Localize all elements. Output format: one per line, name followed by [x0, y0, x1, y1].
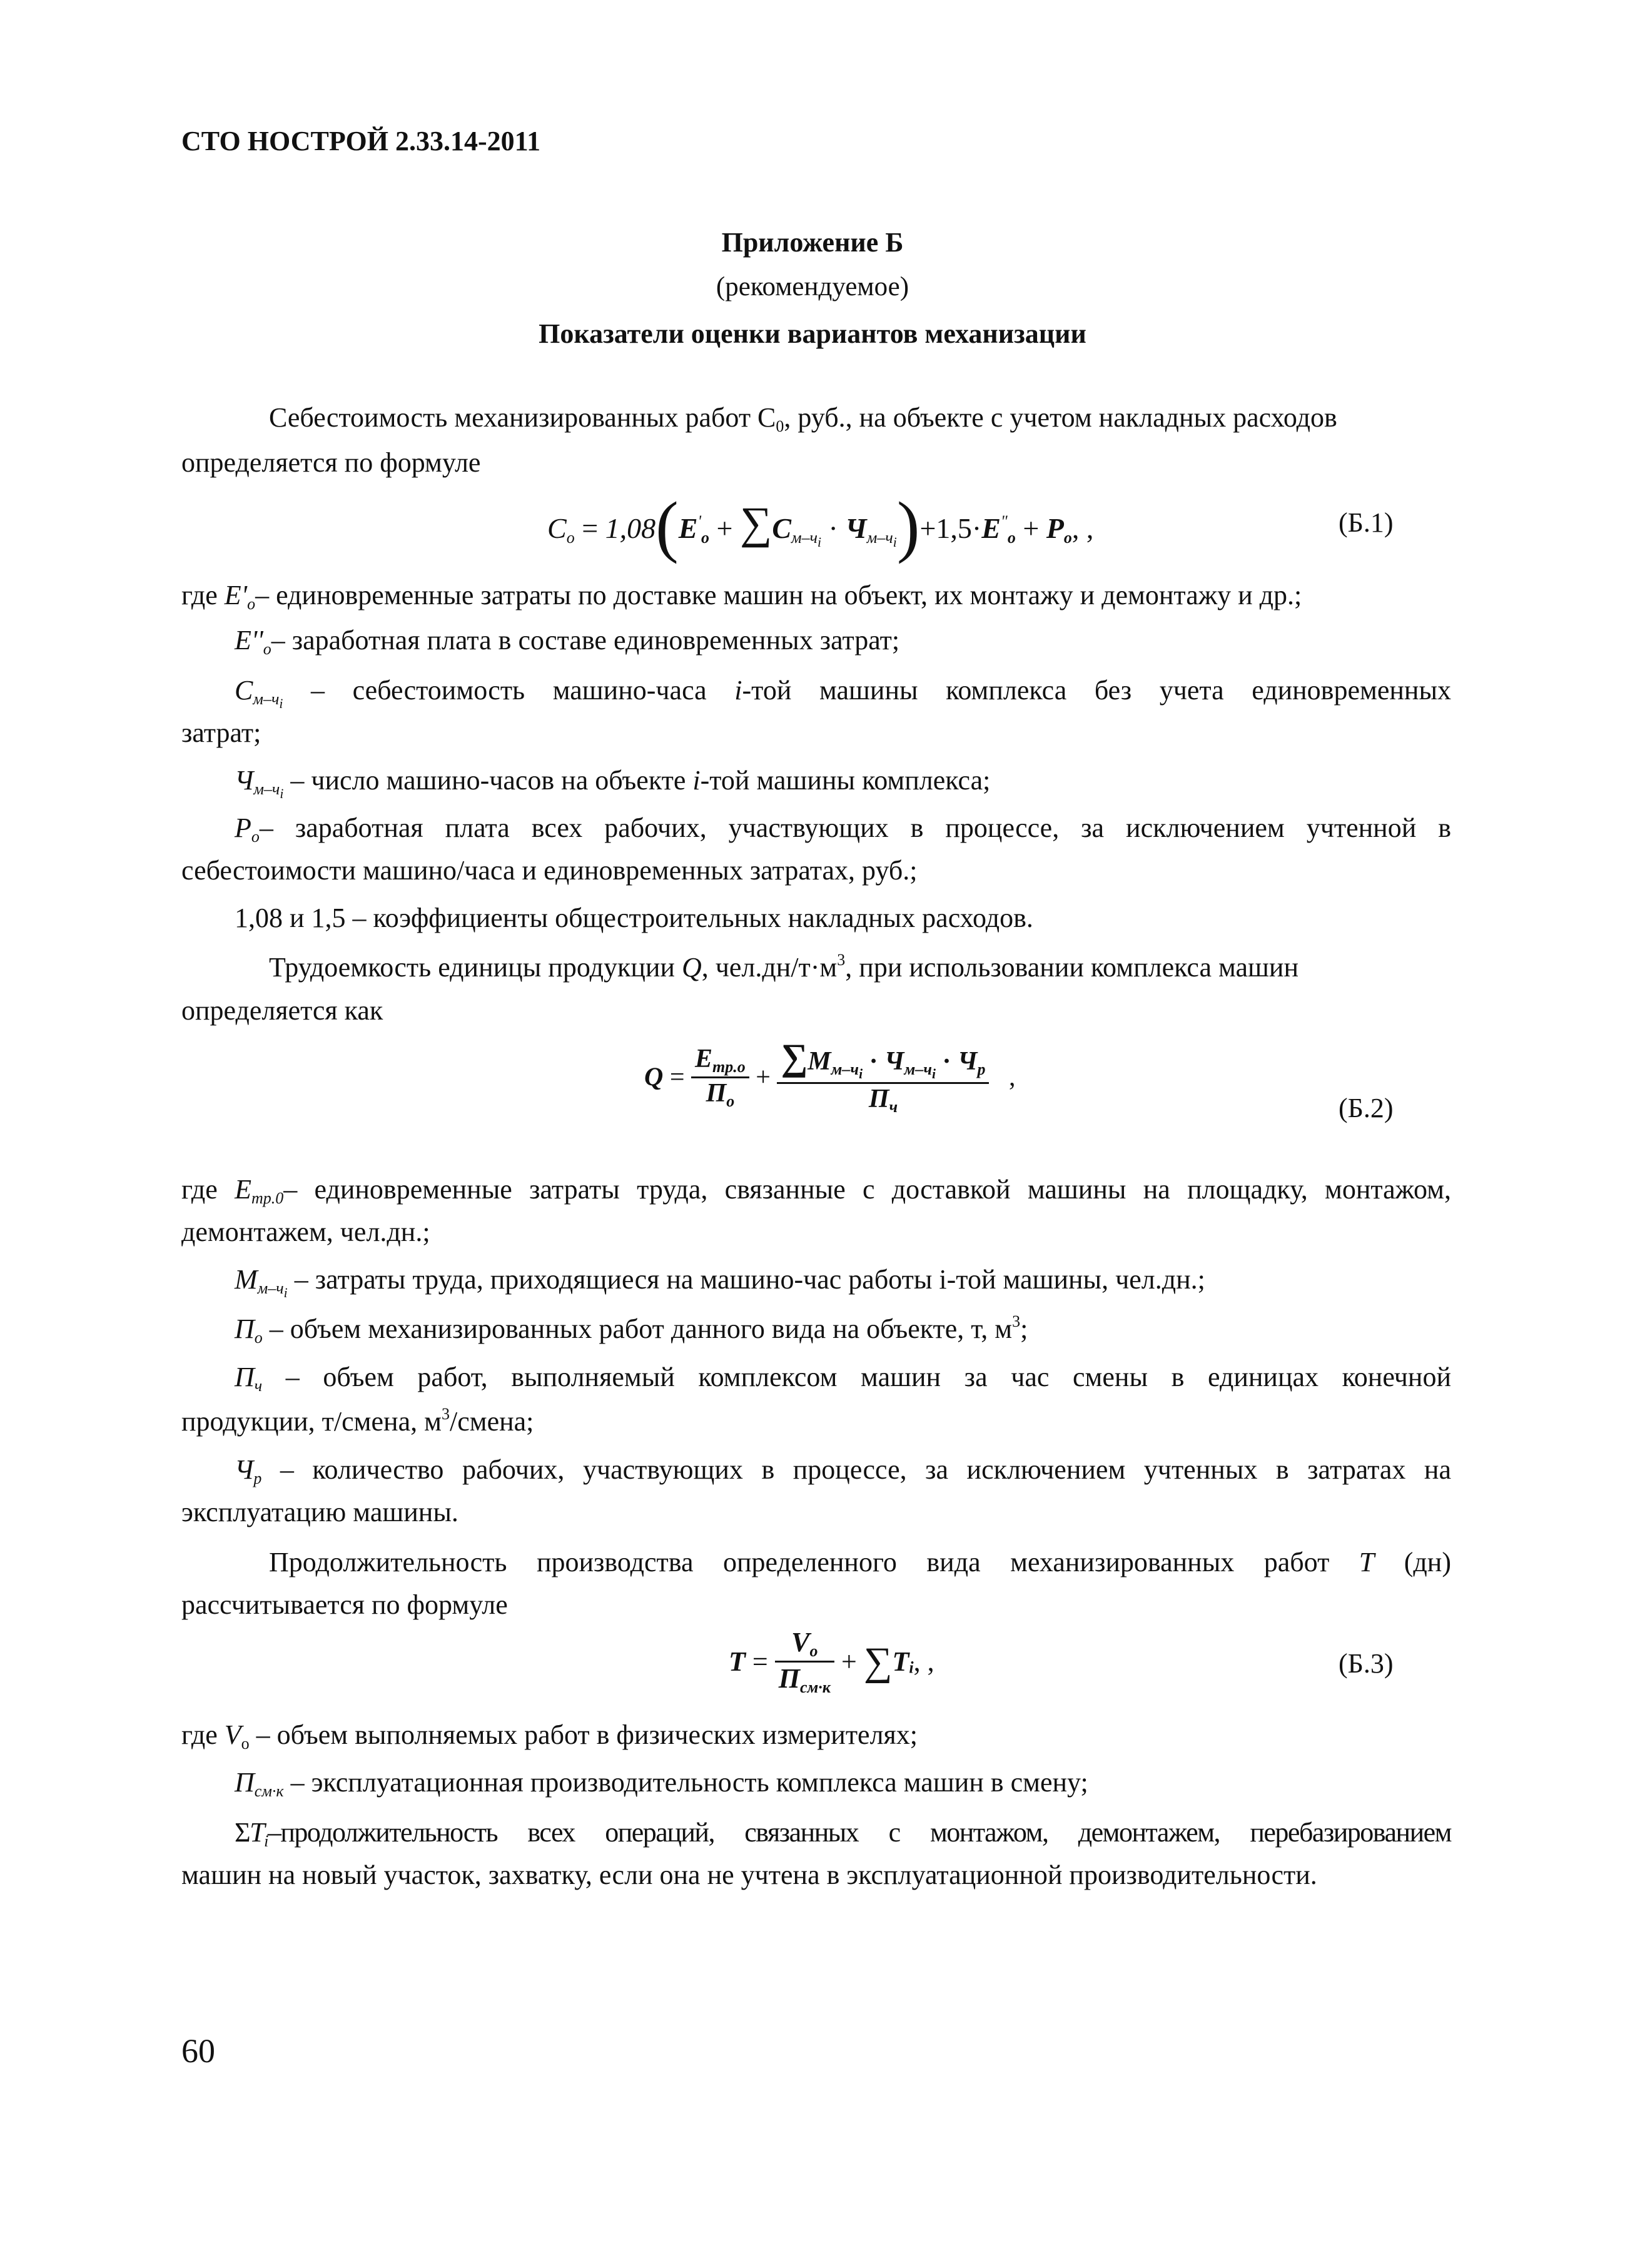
s2-def-ch-workers-line2: эксплуатацию машины. — [181, 1497, 458, 1527]
s1-def-e-prime: где $E'_o-$ единовременные затраты по доставке машин на объект, их монтажу и демонтажу и др.; — [181, 580, 1302, 613]
s1-def-coefficients: 1,08 и 1,5 – коэффициенты общестроительных накладных расходов. — [235, 903, 1033, 933]
formula-b3: T = $\frac{V_o}{П_{см\cdot к}}$ + $\sum T_i$, , — [729, 1627, 934, 1696]
s2-def-e-tr-line2: демонтажем, чел.дн.; — [181, 1217, 430, 1247]
s2-def-ch-workers: $Ч_р$ – количество рабочих, участвующих в процессе, за исключением учтенных в затратах на — [235, 1454, 1452, 1487]
page-number: 60 — [181, 2032, 215, 2070]
equation-number-b1: (Б.1) — [1339, 507, 1394, 538]
s2-def-p-hourly: $П_ч$ – объем работ, выполняемый комплексом машин за час смены в единицах конечной — [235, 1362, 1452, 1395]
s1-def-e-double-prime: $E''_o-$ заработная плата в составе единовременных затрат; — [235, 625, 900, 658]
equation-number-b2: (Б.2) — [1339, 1093, 1394, 1123]
s3-def-sum-t-line2: машин на новый участок, захватку, если она не учтена в эксплуатационной производительности. — [181, 1860, 1317, 1890]
s1-intro-line2: определяется по формуле — [181, 447, 481, 478]
s3-intro-line1: Продолжительность производства определенного вида механизированных работ T (дн) — [269, 1547, 1451, 1577]
s2-def-p-hourly-line2: продукции, т/смена, $м^3$/смена; — [181, 1405, 534, 1437]
s1-def-p-wages-line2: себестоимости машино/часа и единовременных затратах, руб.; — [181, 855, 918, 886]
s3-def-v-volume: где $V_о$ – объем выполняемых работ в физических измерителях; — [181, 1719, 918, 1753]
s1-def-c-cost: $C_{м-ч_i}$ – себестоимость машино-часа i-той машины комплекса без учета единовременных — [235, 675, 1452, 712]
s1-def-ch-hours: $Ч_{м-ч_i}$ – число машино-часов на объекте i-той машины комплекса; — [235, 765, 991, 802]
s1-intro-line1: Себестоимость механизированных работ $С_0$, руб., на объекте с учетом накладных расходов — [269, 402, 1337, 435]
s3-intro-line2: рассчитывается по формуле — [181, 1589, 508, 1620]
s2-intro-line2: определяется как — [181, 995, 383, 1026]
s2-def-m-labor: $M_{м-ч_i}$ – затраты труда, приходящиеся на машино-час работы i-той машины, чел.дн.; — [235, 1264, 1205, 1301]
formula-b2: Q = $\frac{E_{тр.о}}{П_о}$ + $\frac{\sum M_{м-ч_i} \cdot Ч_{м-ч_i} \cdot Ч_р}{П_ч}$ , — [644, 1036, 1016, 1116]
appendix-title: Приложение Б — [721, 227, 904, 258]
s1-def-p-wages: $P_o-$ заработная плата всех рабочих, участвующих в процессе, за исключением учтенной в — [235, 813, 1451, 846]
equation-number-b3: (Б.3) — [1339, 1648, 1394, 1679]
s1-def-c-cost-line2: затрат; — [181, 717, 261, 748]
s3-def-sum-t: $\Sigma T_i$–продолжительность всех операций, связанных с монтажом, демонтажем, перебазированием — [235, 1817, 1451, 1850]
s2-def-p-volume: $П_о$ – объем механизированных работ данного вида на объекте, т, $м^3$; — [235, 1312, 1028, 1347]
appendix-subtitle: (рекомендуемое) — [716, 272, 909, 301]
s2-def-e-tr: где $E_{тр.0}-$ единовременные затраты труда, связанные с доставкой машины на площадку, монтажом, — [181, 1174, 1451, 1207]
document-code-header: СТО НОСТРОЙ 2.33.14-2011 — [181, 126, 541, 156]
appendix-heading: Показатели оценки вариантов механизации — [539, 318, 1086, 349]
s2-intro-line1: Трудоемкость единицы продукции Q, $чел.дн/т\cdot м^3$, при использовании комплекса машин — [269, 951, 1299, 983]
formula-b1: $C_o = 1,08(E'_o + \sum C_{м-ч_i} \cdot Ч_{м-ч_i})+1,5\cdot E^"_o + P_o$, , — [547, 488, 1094, 564]
s3-def-p-productivity: $П_{см\cdot к}$ – эксплуатационная производительность комплекса машин в смену; — [235, 1767, 1088, 1800]
